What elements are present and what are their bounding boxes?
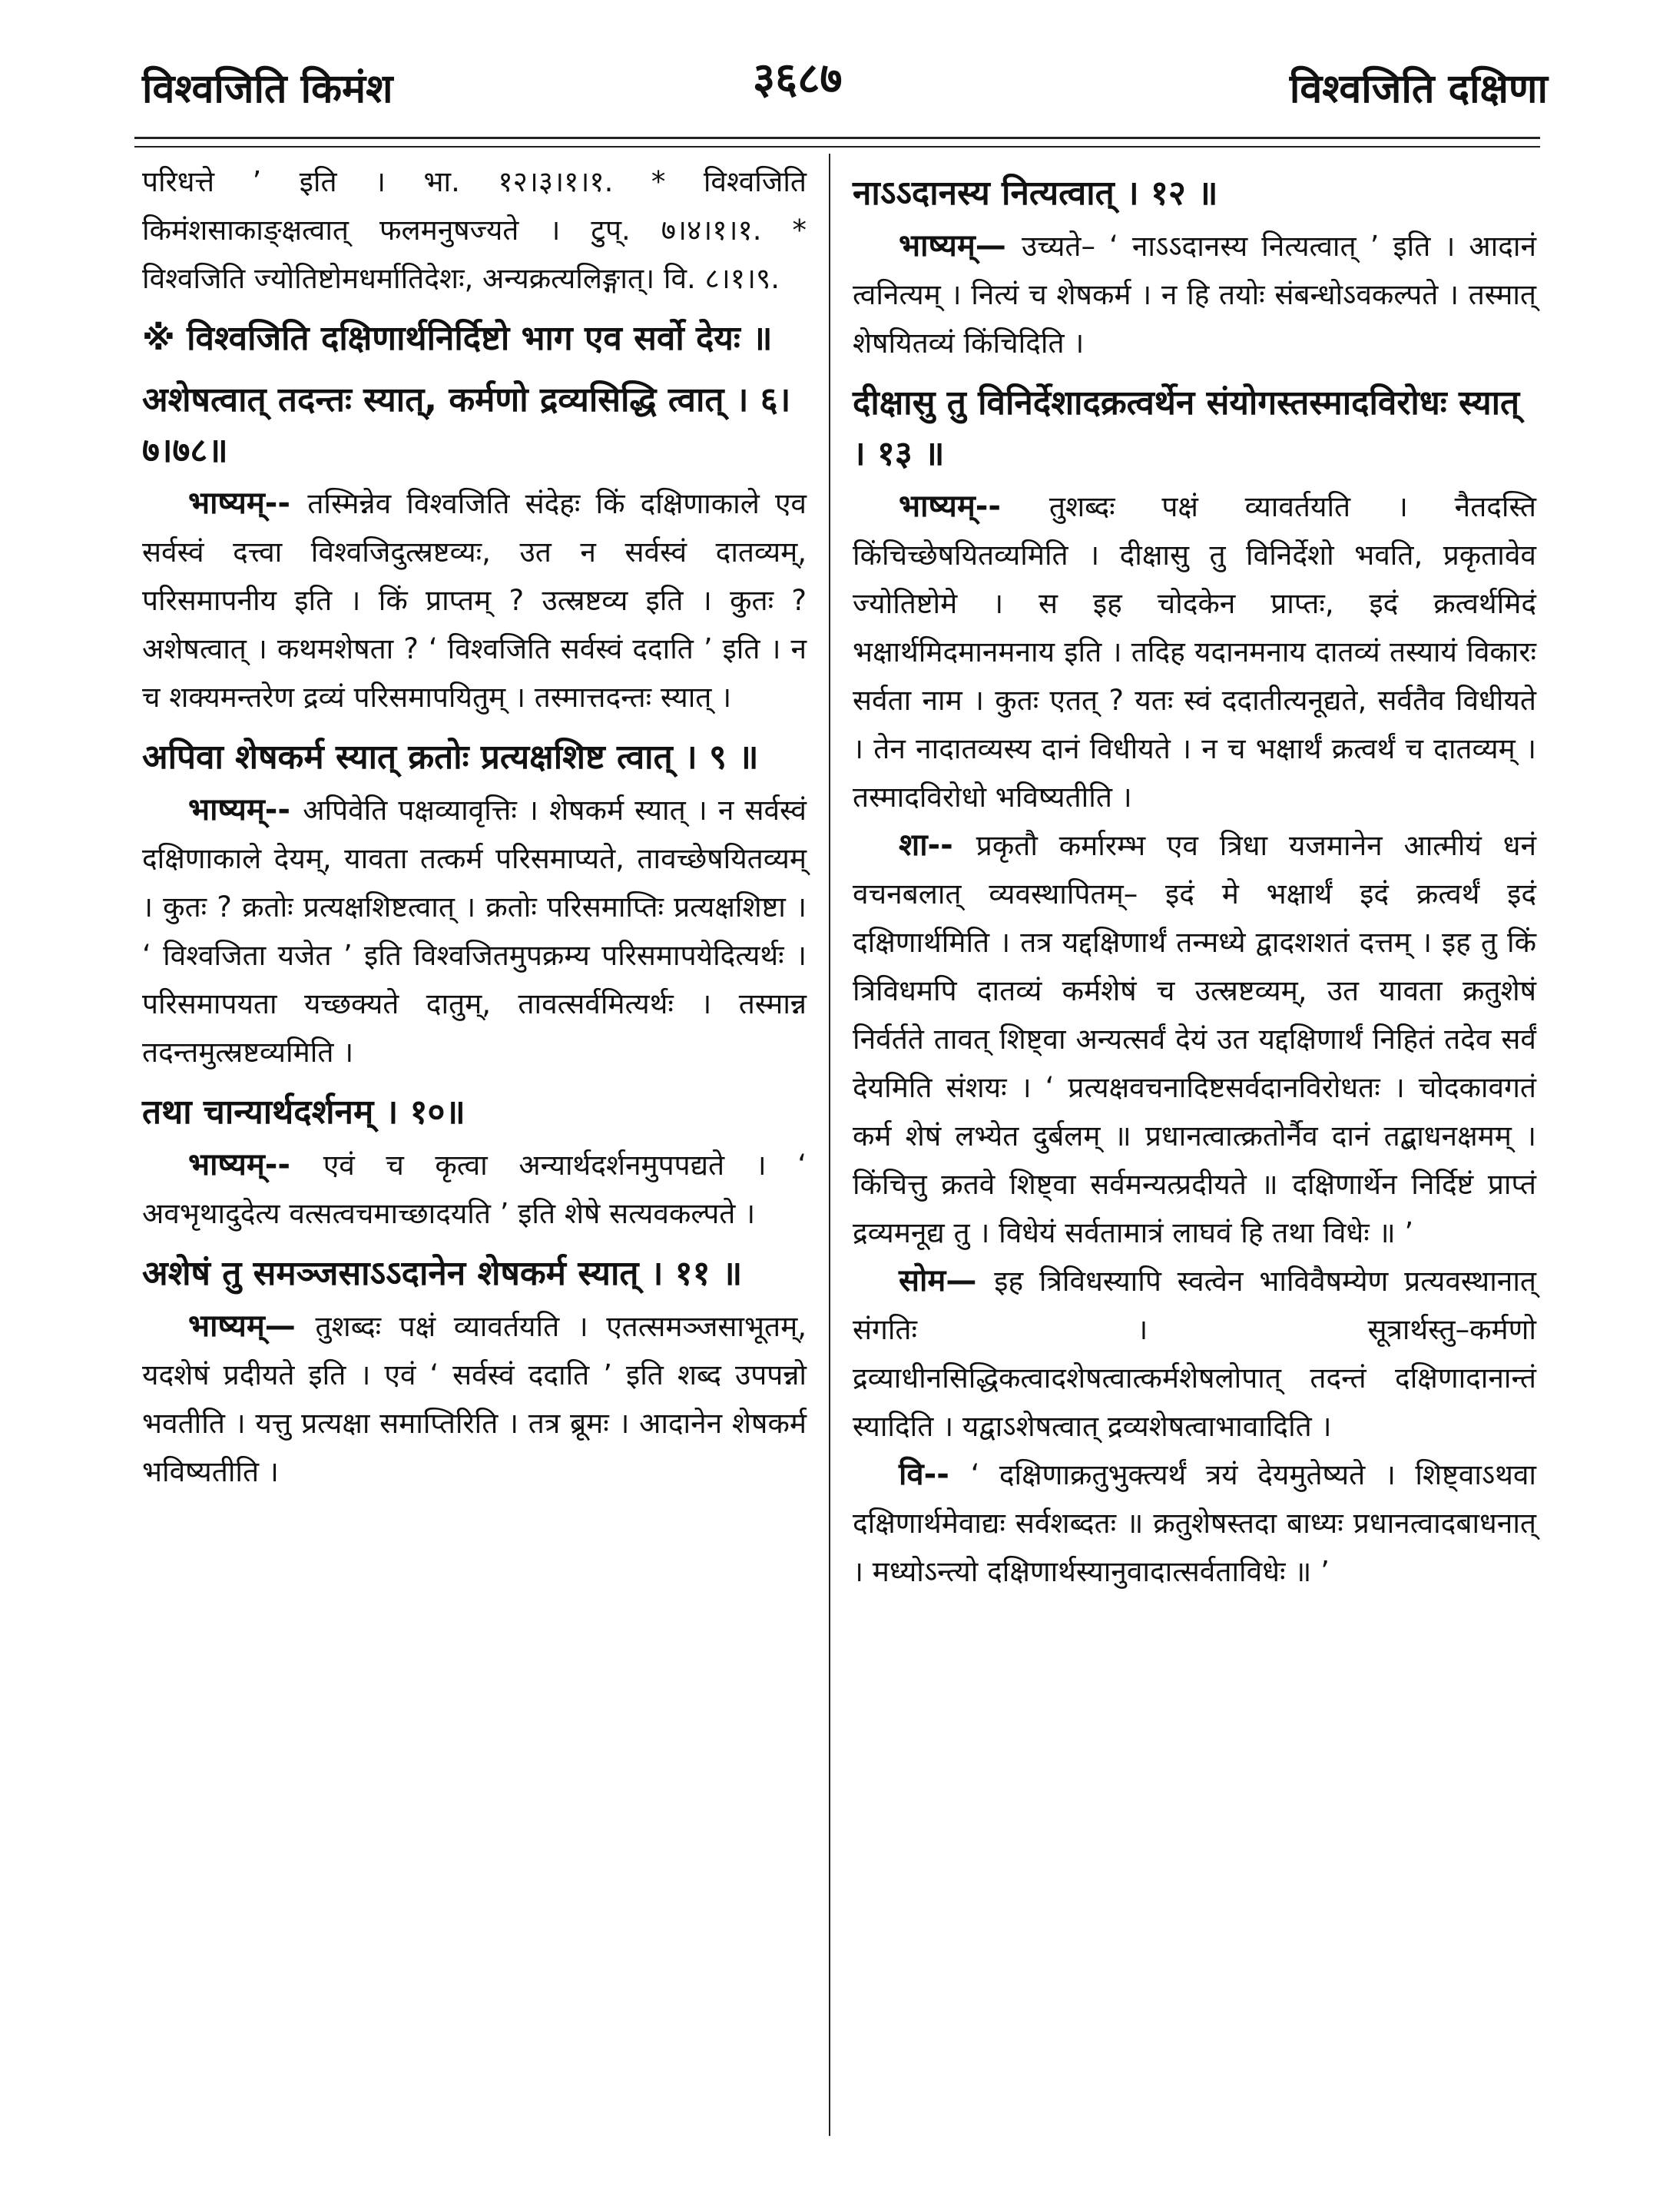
commentary-label: वि--	[899, 1457, 971, 1492]
commentary-text: अपिवेति पक्षव्यावृत्तिः । शेषकर्म स्यात् । न सर्वस्वं दक्षिणाकाले देयम्, यावता तत्कर्म परिसमाप्यते, तावच्छेषयितव्यम् । कुतः ? क्रतोः प्रत्यक्षशिष्टत्वात् । क्रतोः परिसमाप्तिः प्रत्यक्षशिष्टा । ‘ विश्वजिता यजेत ’ इति विश्वजितमुपक्रम्य परिसमापयेदित्यर्थः । परिसमापयता यच्छक्यते दातुम्, तावत्सर्वमित्यर्थः । तस्मान्न तदन्तमुत्स्रष्टव्यमिति ।	[142, 794, 807, 1069]
commentary-label: भाष्यम्--	[188, 486, 308, 521]
sutra-text: अशेषत्वात् तदन्तः स्यात्, कर्मणो द्रव्यसिद्धि त्वात् । ६।७।७८॥	[142, 380, 791, 470]
sutra-heading	[853, 168, 1536, 219]
sutra-heading	[142, 732, 807, 783]
commentary-label: भाष्यम्--	[188, 1147, 323, 1182]
commentary-text: तुशब्दः पक्षं व्यावर्तयति । नैतदस्ति किंचिच्छेषयितव्यमिति । दीक्षासु तु विनिर्देशो भवति, प्रकृतावेव ज्योतिष्टोमे । स इह चोदकेन प्राप्तः, इदं क्रत्वर्थमिदं भक्षार्थमिदमानमनाय इति । तदिह यदानमनाय दातव्यं तस्यायं विकारः सर्वता नाम । कुतः एतत् ? यतः स्वं ददातीत्यनूद्यते, सर्वतैव विधीयते । तेन नादातव्यस्य दानं विधीयते । न च भक्षार्थं क्रत्वर्थं च दातव्यम् । तस्मादविरोधो भविष्यतीति ।	[853, 490, 1536, 814]
commentary-paragraph	[853, 1451, 1536, 1596]
header-rule	[134, 137, 1540, 139]
commentary-paragraph	[142, 1141, 807, 1238]
commentary-paragraph	[853, 1257, 1536, 1451]
commentary-text: तुशब्दः पक्षं व्यावर्तयति । एतत्समञ्जसाभूतम्, यदशेषं प्रदीयते इति । एवं ‘ सर्वस्वं ददाति ’ इति शब्द उपपन्नो भवतीति । यत्तु प्रत्यक्षा समाप्तिरिति । तत्र ब्रूमः । आदानेन शेषकर्म भविष्यतीति ।	[142, 1310, 807, 1488]
commentary-paragraph	[853, 222, 1536, 367]
right-column	[853, 158, 1536, 1596]
running-head-right: विश्वजिति दक्षिणा	[1289, 66, 1548, 112]
commentary-text: तस्मिन्नेव विश्वजिति संदेहः किं दक्षिणाकाले एव सर्वस्वं दत्त्वा विश्वजिदुत्स्रष्टव्यः, उत न सर्वस्वं दातव्यम्, परिसमापनीय इति । किं प्राप्तम् ? उत्स्रष्टव्य इति । कुतः ? अशेषत्वात् । कथमशेषता ? ‘ विश्वजिति सर्वस्वं ददाति ’ इति । न च शक्यमन्तरेण द्रव्यं परिसमापयितुम् । तस्मात्तदन्तः स्यात् ।	[142, 487, 807, 714]
commentary-paragraph	[142, 1302, 807, 1496]
left-column	[142, 158, 807, 1496]
commentary-paragraph	[142, 786, 807, 1076]
sutra-heading	[142, 375, 807, 476]
sutra-text: अपिवा शेषकर्म स्यात् क्रतोः प्रत्यक्षशिष्ट त्वात् । ९ ॥	[142, 738, 759, 777]
commentary-label: सोम—	[899, 1263, 995, 1298]
sutra-text: ※ विश्वजिति दक्षिणार्थनिर्दिष्टो भाग एव सर्वो देयः ॥	[142, 319, 773, 358]
commentary-label: भाष्यम्--	[188, 792, 303, 827]
sutra-text: नाऽऽदानस्य नित्यत्वात् । १२ ॥	[853, 174, 1218, 213]
page-number: ३६८७	[753, 54, 843, 104]
commentary-text: उच्यते– ‘ नाऽऽदानस्य नित्यत्वात् ’ इति । आदानं त्वनित्यम् । नित्यं च शेषकर्म । न हि तयोः संबन्धोऽवकल्पते । तस्मात् शेषयितव्यं किंचिदिति ।	[853, 230, 1536, 360]
sutra-heading	[853, 378, 1536, 479]
commentary-paragraph	[142, 479, 807, 721]
running-head-left: विश्वजिति किमंश	[142, 66, 393, 112]
sutra-text: दीक्षासु तु विनिर्देशादक्रत्वर्थेन संयोगस्तस्मादविरोधः स्यात् । १३ ॥	[853, 383, 1520, 473]
commentary-text: प्रकृतौ कर्मारम्भ एव त्रिधा यजमानेन आत्मीयं धनं वचनबलात् व्यवस्थापितम्– इदं मे भक्षार्थं इदं क्रत्वर्थं इदं दक्षिणार्थमिति । तत्र यद्दक्षिणार्थं तन्मध्ये द्वादशशतं दत्तम् । इह तु किं त्रिविधमपि दातव्यं कर्मशेषं च उत्स्रष्टव्यम्, उत यावता क्रतुशेषं निर्वर्तते तावत् शिष्ट्वा अन्यत्सर्वं देयं उत यद्दक्षिणार्थं निहितं तदेव सर्वं देयमिति संशयः । ‘ प्रत्यक्षवचनादिष्टसर्वदानविरोधतः । चोदकावगतं कर्म शेषं लभ्येत दुर्बलम् ॥ प्रधानत्वात्क्रतोर्नैव दानं तद्बाधनक्षमम् । किंचित्तु क्रतवे शिष्ट्वा सर्वमन्यत्प्रदीयते ॥ दक्षिणार्थेन निर्दिष्टं प्राप्तं द्रव्यमनूद्य तु । विधेयं सर्वतामात्रं लाघवं हि तथा विधेः ॥ ’	[853, 829, 1536, 1249]
sutra-heading	[142, 1087, 807, 1138]
commentary-paragraph	[853, 483, 1536, 821]
sutra-heading	[142, 313, 807, 364]
commentary-label: भाष्यम्—	[188, 1308, 316, 1344]
sutra-heading	[142, 1249, 807, 1299]
commentary-paragraph	[142, 158, 807, 303]
commentary-text: परिधत्ते ’ इति । भा. १२।३।१।१. * विश्वजिति किमंशसाकाङ्क्षत्वात् फलमनुषज्यते । टुप्. ७।४।१।१. * विश्वजिति ज्योतिष्टोमधर्मातिदेशः, अन्यक्रत्यलिङ्गात्। वि. ८।१।९.	[142, 165, 807, 295]
page-header	[0, 0, 1663, 146]
sutra-text: अशेषं तु समञ्जसाऽऽदानेन शेषकर्म स्यात् । ११ ॥	[142, 1254, 743, 1293]
commentary-label: भाष्यम्--	[899, 489, 1049, 524]
sutra-text: तथा चान्यार्थदर्शनम् । १०॥	[142, 1093, 465, 1132]
commentary-text: इह त्रिविधस्यापि स्वत्वेन भाविवैषम्येण प्रत्यवस्थानात् संगतिः । सूत्रार्थस्तु–कर्मणो द्रव्याधीनसिद्धिकत्वादशेषत्वात्कर्मशेषलोपात् तदन्तं दक्षिणादानान्तं स्यादिति । यद्वाऽशेषत्वात् द्रव्यशेषत्वाभावादिति ।	[853, 1265, 1536, 1443]
commentary-label: शा--	[899, 827, 976, 863]
header-rule-thin	[134, 146, 1540, 148]
commentary-text: ‘ दक्षिणाक्रतुभुक्त्यर्थं त्रयं देयमुतेष्यते । शिष्ट्वाऽथवा दक्षिणार्थमेवाद्यः सर्वशब्दतः ॥ क्रतुशेषस्तदा बाध्यः प्रधानत्वादबाधनात् । मध्योऽन्त्यो दक्षिणार्थस्यानुवादात्सर्वताविधेः ॥ ’	[853, 1458, 1537, 1588]
commentary-paragraph	[853, 821, 1536, 1257]
commentary-text: एवं च कृत्वा अन्यार्थदर्शनमुपपद्यते । ‘ अवभृथादुदेत्य वत्सत्वचमाच्छादयति ’ इति शेषे सत्यवकल्पते ।	[142, 1149, 807, 1230]
commentary-label: भाष्यम्—	[899, 228, 1022, 264]
column-divider	[829, 154, 830, 2136]
